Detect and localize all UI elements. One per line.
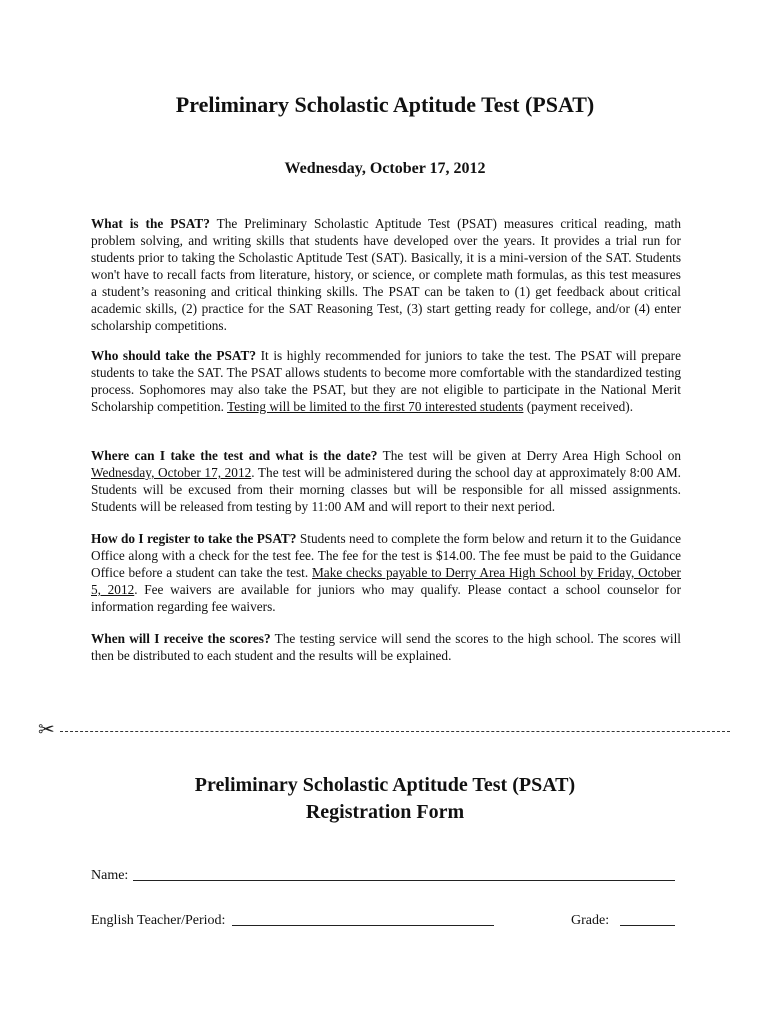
section-scores-text: The testing service will send the scores to the high school. The scores will then be distributed to each student and the results will be explained. <box>91 631 681 663</box>
section-who-text: It is highly recommended for juniors to take the test. The PSAT will prepare students to take the SAT. The PSAT allows students to become more comfortable with the standardized testing process. Sophomores may also take the PSAT, but they are not eligible to participate in the National Merit Scholarship competition. <box>91 348 681 414</box>
section-what-text: The Preliminary Scholastic Aptitude Test (PSAT) measures critical reading, math problem solving, and writing skills that students have developed over the years. It provides a trial run for students prior to taking the Scholastic Aptitude Test (SAT). Basically, it is a mini-version of the SAT. Students won't have to recall facts from literature, history, or science, or complete math formulas, as this test measures a student’s reasoning and critical thinking skills. The PSAT can be taken to (1) get feedback about critical academic skills, (2) practice for the SAT Reasoning Test, (3) start getting ready for college, and/or (4) enter scholarship competitions. <box>91 216 681 333</box>
scissors-icon: ✂ <box>38 717 55 741</box>
section-scores-question: When will I receive the scores? <box>91 631 271 646</box>
teacher-field[interactable] <box>232 925 494 926</box>
test-date: Wednesday, October 17, 2012 <box>284 160 486 177</box>
section-where-after: . The test will be administered during the school day at approximately 8:00 AM. Students will be excused from their morning classes but will be responsible for all missed assignments. Students will be released from testing by 11:00 AM and will report to their next period. <box>91 465 682 514</box>
section-who <box>91 347 681 415</box>
section-where <box>91 447 681 515</box>
section-register-underline: Make checks payable to Derry Area High School by Friday, October 5, 2012 <box>91 565 681 597</box>
section-who-question: Who should take the PSAT? <box>91 348 257 363</box>
form-title-line1: Preliminary Scholastic Aptitude Test (PSAT) <box>194 774 576 796</box>
section-register-after: . Fee waivers are available for juniors who may qualify. Please contact a school counselor for information regarding fee waivers. <box>91 582 681 614</box>
section-who-after: (payment received). <box>523 399 634 414</box>
section-what-question: What is the PSAT? <box>91 216 210 231</box>
grade-label: Grade: <box>571 913 610 928</box>
section-what <box>91 215 681 334</box>
page-title: Preliminary Scholastic Aptitude Test (PSAT) <box>175 92 595 117</box>
form-title <box>0 772 770 826</box>
name-label: Name: <box>91 868 129 883</box>
section-where-underline: Wednesday, October 17, 2012 <box>91 465 252 480</box>
name-field[interactable] <box>133 880 675 881</box>
section-register <box>91 530 681 615</box>
section-register-question: How do I register to take the PSAT? <box>91 531 297 546</box>
section-where-question: Where can I take the test and what is the date? <box>91 448 378 463</box>
section-who-underline: Testing will be limited to the first 70 interested students <box>227 399 524 414</box>
cut-line <box>60 731 730 732</box>
grade-field[interactable] <box>620 925 675 926</box>
section-register-text: Students need to complete the form below and return it to the Guidance Office along with a check for the test fee. The fee for the test is $14.00. The fee must be paid to the Guidance Office before a student can take the test. <box>91 531 682 580</box>
section-scores <box>91 630 681 664</box>
section-where-text: The test will be given at Derry Area High School on <box>377 448 681 463</box>
form-title-line2: Registration Form <box>305 801 465 823</box>
teacher-label: English Teacher/Period: <box>91 913 226 928</box>
